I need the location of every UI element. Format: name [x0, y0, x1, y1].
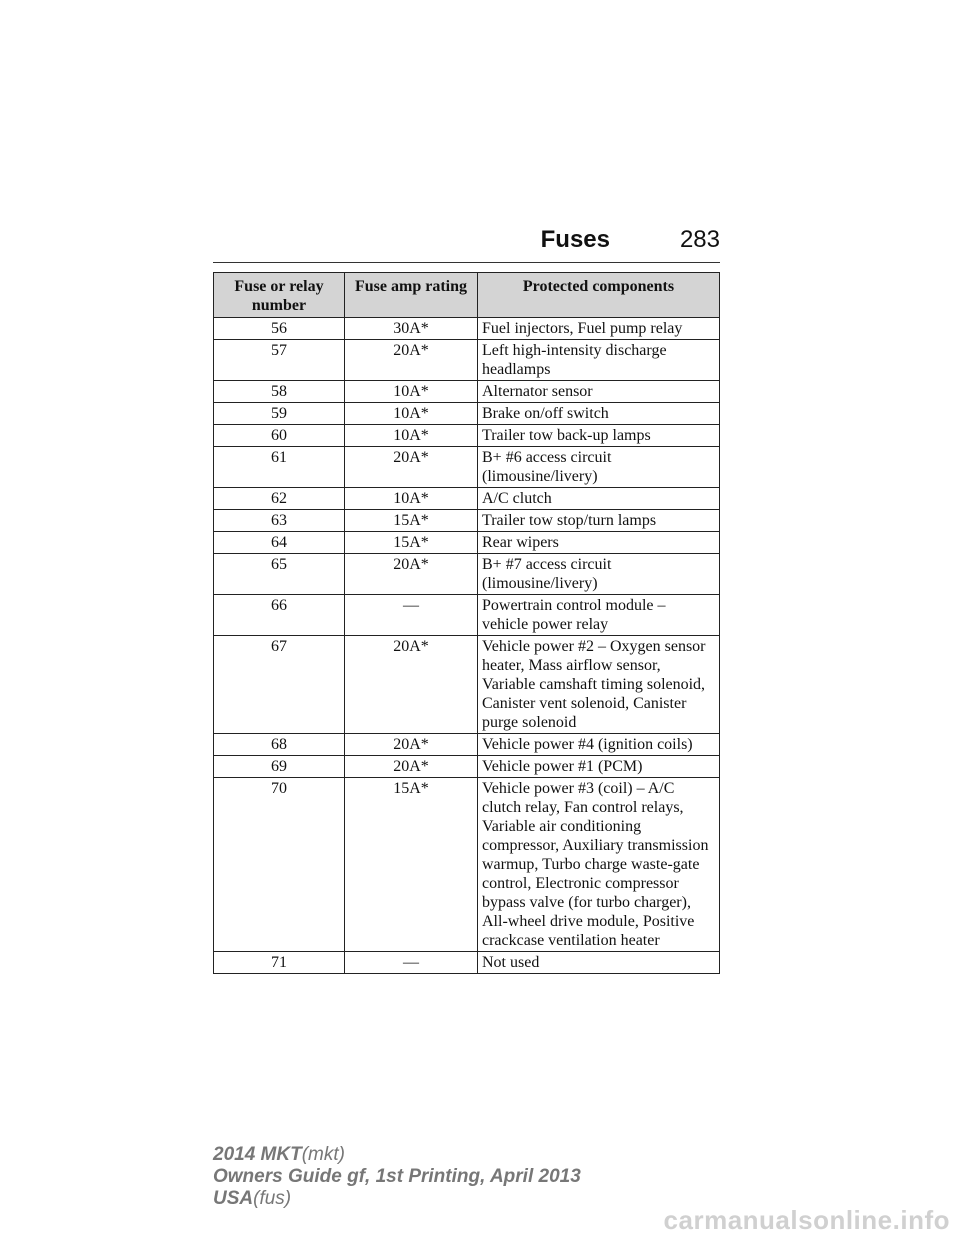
amp-rating-cell: 10A*	[345, 488, 478, 510]
column-header-number: Fuse or relay number	[214, 273, 345, 318]
components-cell: A/C clutch	[478, 488, 720, 510]
table-row	[214, 510, 720, 532]
fuse-number-cell: 59	[214, 403, 345, 425]
fuse-number-cell: 65	[214, 554, 345, 595]
amp-rating-cell: —	[345, 595, 478, 636]
table-row	[214, 952, 720, 974]
amp-rating-cell: 30A*	[345, 318, 478, 340]
footer-model: 2014 MKT	[213, 1144, 302, 1165]
footer-region: USA	[213, 1188, 254, 1209]
components-cell: B+ #6 access circuit (limousine/livery)	[478, 447, 720, 488]
amp-rating-cell: —	[345, 952, 478, 974]
column-header-amp: Fuse amp rating	[345, 273, 478, 318]
footer-model-code: (mkt)	[301, 1144, 345, 1165]
components-cell: B+ #7 access circuit (limousine/livery)	[478, 554, 720, 595]
fuse-number-cell: 63	[214, 510, 345, 532]
components-cell: Alternator sensor	[478, 381, 720, 403]
table-row	[214, 447, 720, 488]
components-cell: Vehicle power #3 (coil) – A/C clutch relay, Fan control relays, Variable air conditioning compressor, Auxiliary transmission warmup, Turbo charge waste-gate control, Electronic compressor bypass valve (for turbo charger), All-wheel drive module, Positive crackcase ventilation heater	[478, 778, 720, 952]
fuse-number-cell: 58	[214, 381, 345, 403]
amp-rating-cell: 20A*	[345, 447, 478, 488]
page-header	[213, 226, 720, 263]
fuse-number-cell: 56	[214, 318, 345, 340]
footer-line-1	[213, 1144, 581, 1166]
components-cell: Vehicle power #1 (PCM)	[478, 756, 720, 778]
amp-rating-cell: 20A*	[345, 734, 478, 756]
table-row	[214, 340, 720, 381]
amp-rating-cell: 10A*	[345, 381, 478, 403]
amp-rating-cell: 20A*	[345, 756, 478, 778]
page-number: 283	[679, 226, 720, 253]
table-row	[214, 595, 720, 636]
table-row	[214, 554, 720, 595]
table-row	[214, 734, 720, 756]
fuse-table-body	[214, 318, 720, 974]
amp-rating-cell: 20A*	[345, 636, 478, 734]
amp-rating-cell: 15A*	[345, 510, 478, 532]
footer-line-2	[213, 1166, 581, 1188]
table-row	[214, 532, 720, 554]
fuse-number-cell: 68	[214, 734, 345, 756]
table-row	[214, 636, 720, 734]
table-row	[214, 488, 720, 510]
amp-rating-cell: 10A*	[345, 425, 478, 447]
table-row	[214, 318, 720, 340]
amp-rating-cell: 15A*	[345, 532, 478, 554]
fuse-number-cell: 66	[214, 595, 345, 636]
table-row	[214, 778, 720, 952]
components-cell: Trailer tow stop/turn lamps	[478, 510, 720, 532]
table-row	[214, 756, 720, 778]
amp-rating-cell: 20A*	[345, 554, 478, 595]
footer-guide: Owners Guide gf, 1st Printing, April 2013	[213, 1166, 581, 1187]
table-row	[214, 403, 720, 425]
fuse-number-cell: 71	[214, 952, 345, 974]
fuse-number-cell: 62	[214, 488, 345, 510]
footer-region-code: (fus)	[253, 1188, 292, 1209]
table-header-row	[214, 273, 720, 318]
amp-rating-cell: 15A*	[345, 778, 478, 952]
components-cell: Fuel injectors, Fuel pump relay	[478, 318, 720, 340]
watermark: carmanualsonline.info	[663, 1205, 950, 1235]
components-cell: Rear wipers	[478, 532, 720, 554]
components-cell: Powertrain control module – vehicle power relay	[478, 595, 720, 636]
footer	[213, 1144, 581, 1210]
amp-rating-cell: 10A*	[345, 403, 478, 425]
components-cell: Not used	[478, 952, 720, 974]
fuse-number-cell: 57	[214, 340, 345, 381]
column-header-components: Protected components	[478, 273, 720, 318]
fuse-number-cell: 64	[214, 532, 345, 554]
table-row	[214, 381, 720, 403]
components-cell: Vehicle power #4 (ignition coils)	[478, 734, 720, 756]
amp-rating-cell: 20A*	[345, 340, 478, 381]
fuse-table	[213, 272, 720, 974]
fuse-number-cell: 60	[214, 425, 345, 447]
section-title: Fuses	[540, 226, 610, 253]
components-cell: Trailer tow back-up lamps	[478, 425, 720, 447]
fuse-number-cell: 67	[214, 636, 345, 734]
table-row	[214, 425, 720, 447]
fuse-number-cell: 69	[214, 756, 345, 778]
components-cell: Brake on/off switch	[478, 403, 720, 425]
footer-line-3	[213, 1188, 581, 1210]
components-cell: Vehicle power #2 – Oxygen sensor heater, Mass airflow sensor, Variable camshaft timing solenoid, Canister vent solenoid, Canister purge solenoid	[478, 636, 720, 734]
fuse-number-cell: 70	[214, 778, 345, 952]
fuse-number-cell: 61	[214, 447, 345, 488]
components-cell: Left high-intensity discharge headlamps	[478, 340, 720, 381]
